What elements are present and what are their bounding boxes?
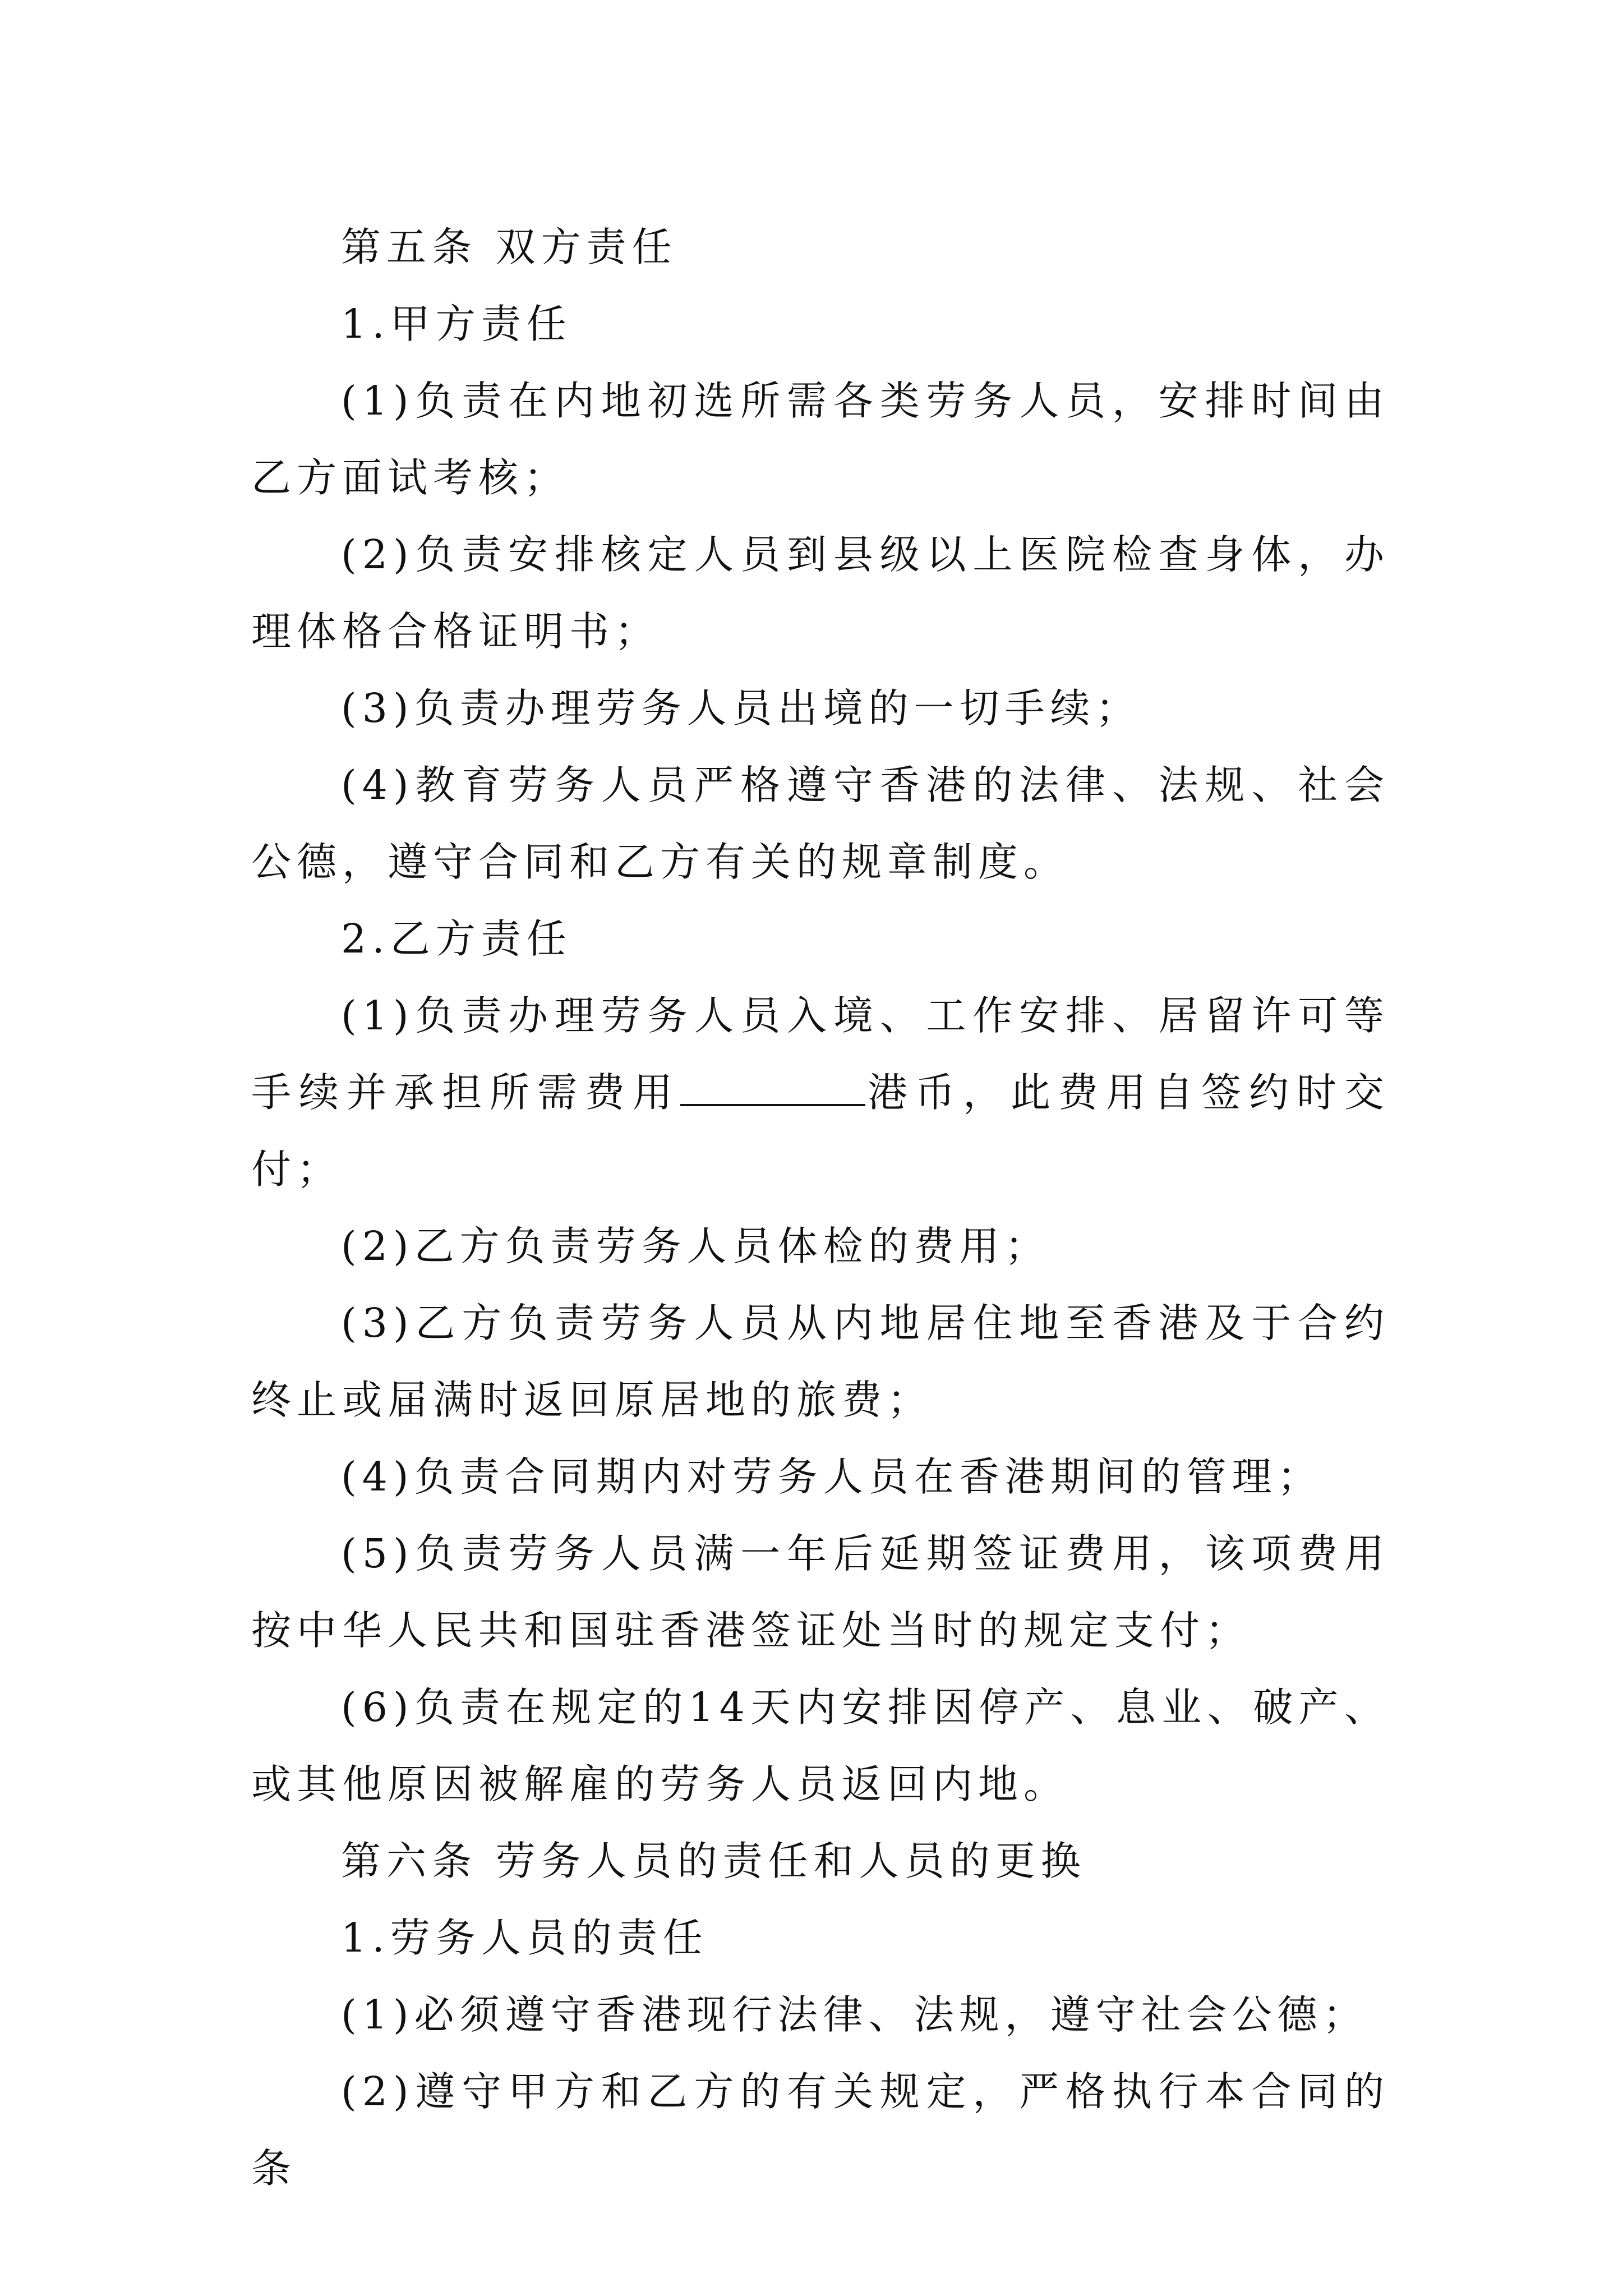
party-a-item-1: (1)负责在内地初选所需各类劳务人员，安排时间由乙方面试考核； bbox=[251, 378, 1390, 501]
party-b-item-6: (6)负责在规定的14天内安排因停产、息业、破产、或其他原因被解雇的劳务人员返回内地。 bbox=[251, 1684, 1390, 1807]
worker-duty-item-1: (1)必须遵守香港现行法律、法规，遵守社会公德； bbox=[341, 1991, 1368, 2038]
article-6-heading: 第六条 劳务人员的责任和人员的更换 bbox=[341, 1838, 1086, 1884]
party-b-item-1-text-before: (1)负责办理劳务人员入境、工作安排、居留许可等手续并承担所需费用 bbox=[251, 992, 1390, 1116]
party-b-item-2: (2)乙方负责劳务人员体检的费用； bbox=[341, 1223, 1050, 1269]
party-b-heading: 2.乙方责任 bbox=[341, 915, 572, 962]
party-b-item-3: (3)乙方负责劳务人员从内地居住地至香港及于合约终止或届满时返回原居地的旅费； bbox=[251, 1300, 1390, 1423]
party-b-item-1-text-after: 港币，此费用自签约时交付； bbox=[251, 1069, 1390, 1193]
document-body bbox=[251, 209, 1390, 2207]
worker-duty-item-2: (2)遵守甲方和乙方的有关规定，严格执行本合同的条 bbox=[251, 2068, 1390, 2192]
article-5-heading: 第五条 双方责任 bbox=[341, 224, 677, 270]
party-b-item-1 bbox=[251, 977, 1390, 1208]
party-b-item-5: (5)负责劳务人员满一年后延期签证费用，该项费用按中华人民共和国驻香港签证处当时的规定支付； bbox=[251, 1530, 1390, 1654]
party-a-item-3: (3)负责办理劳务人员出境的一切手续； bbox=[341, 685, 1141, 731]
fee-blank-line bbox=[680, 1069, 865, 1106]
party-b-item-4: (4)负责合同期内对劳务人员在香港期间的管理； bbox=[341, 1453, 1323, 1500]
party-a-item-2: (2)负责安排核定人员到县级以上医院检查身体，办理体格合格证明书； bbox=[251, 531, 1390, 655]
party-a-heading: 1.甲方责任 bbox=[341, 301, 572, 347]
party-a-item-4: (4)教育劳务人员严格遵守香港的法律、法规、社会公德，遵守合同和乙方有关的规章制度。 bbox=[251, 762, 1390, 885]
worker-duty-heading: 1.劳务人员的责任 bbox=[341, 1915, 708, 1961]
